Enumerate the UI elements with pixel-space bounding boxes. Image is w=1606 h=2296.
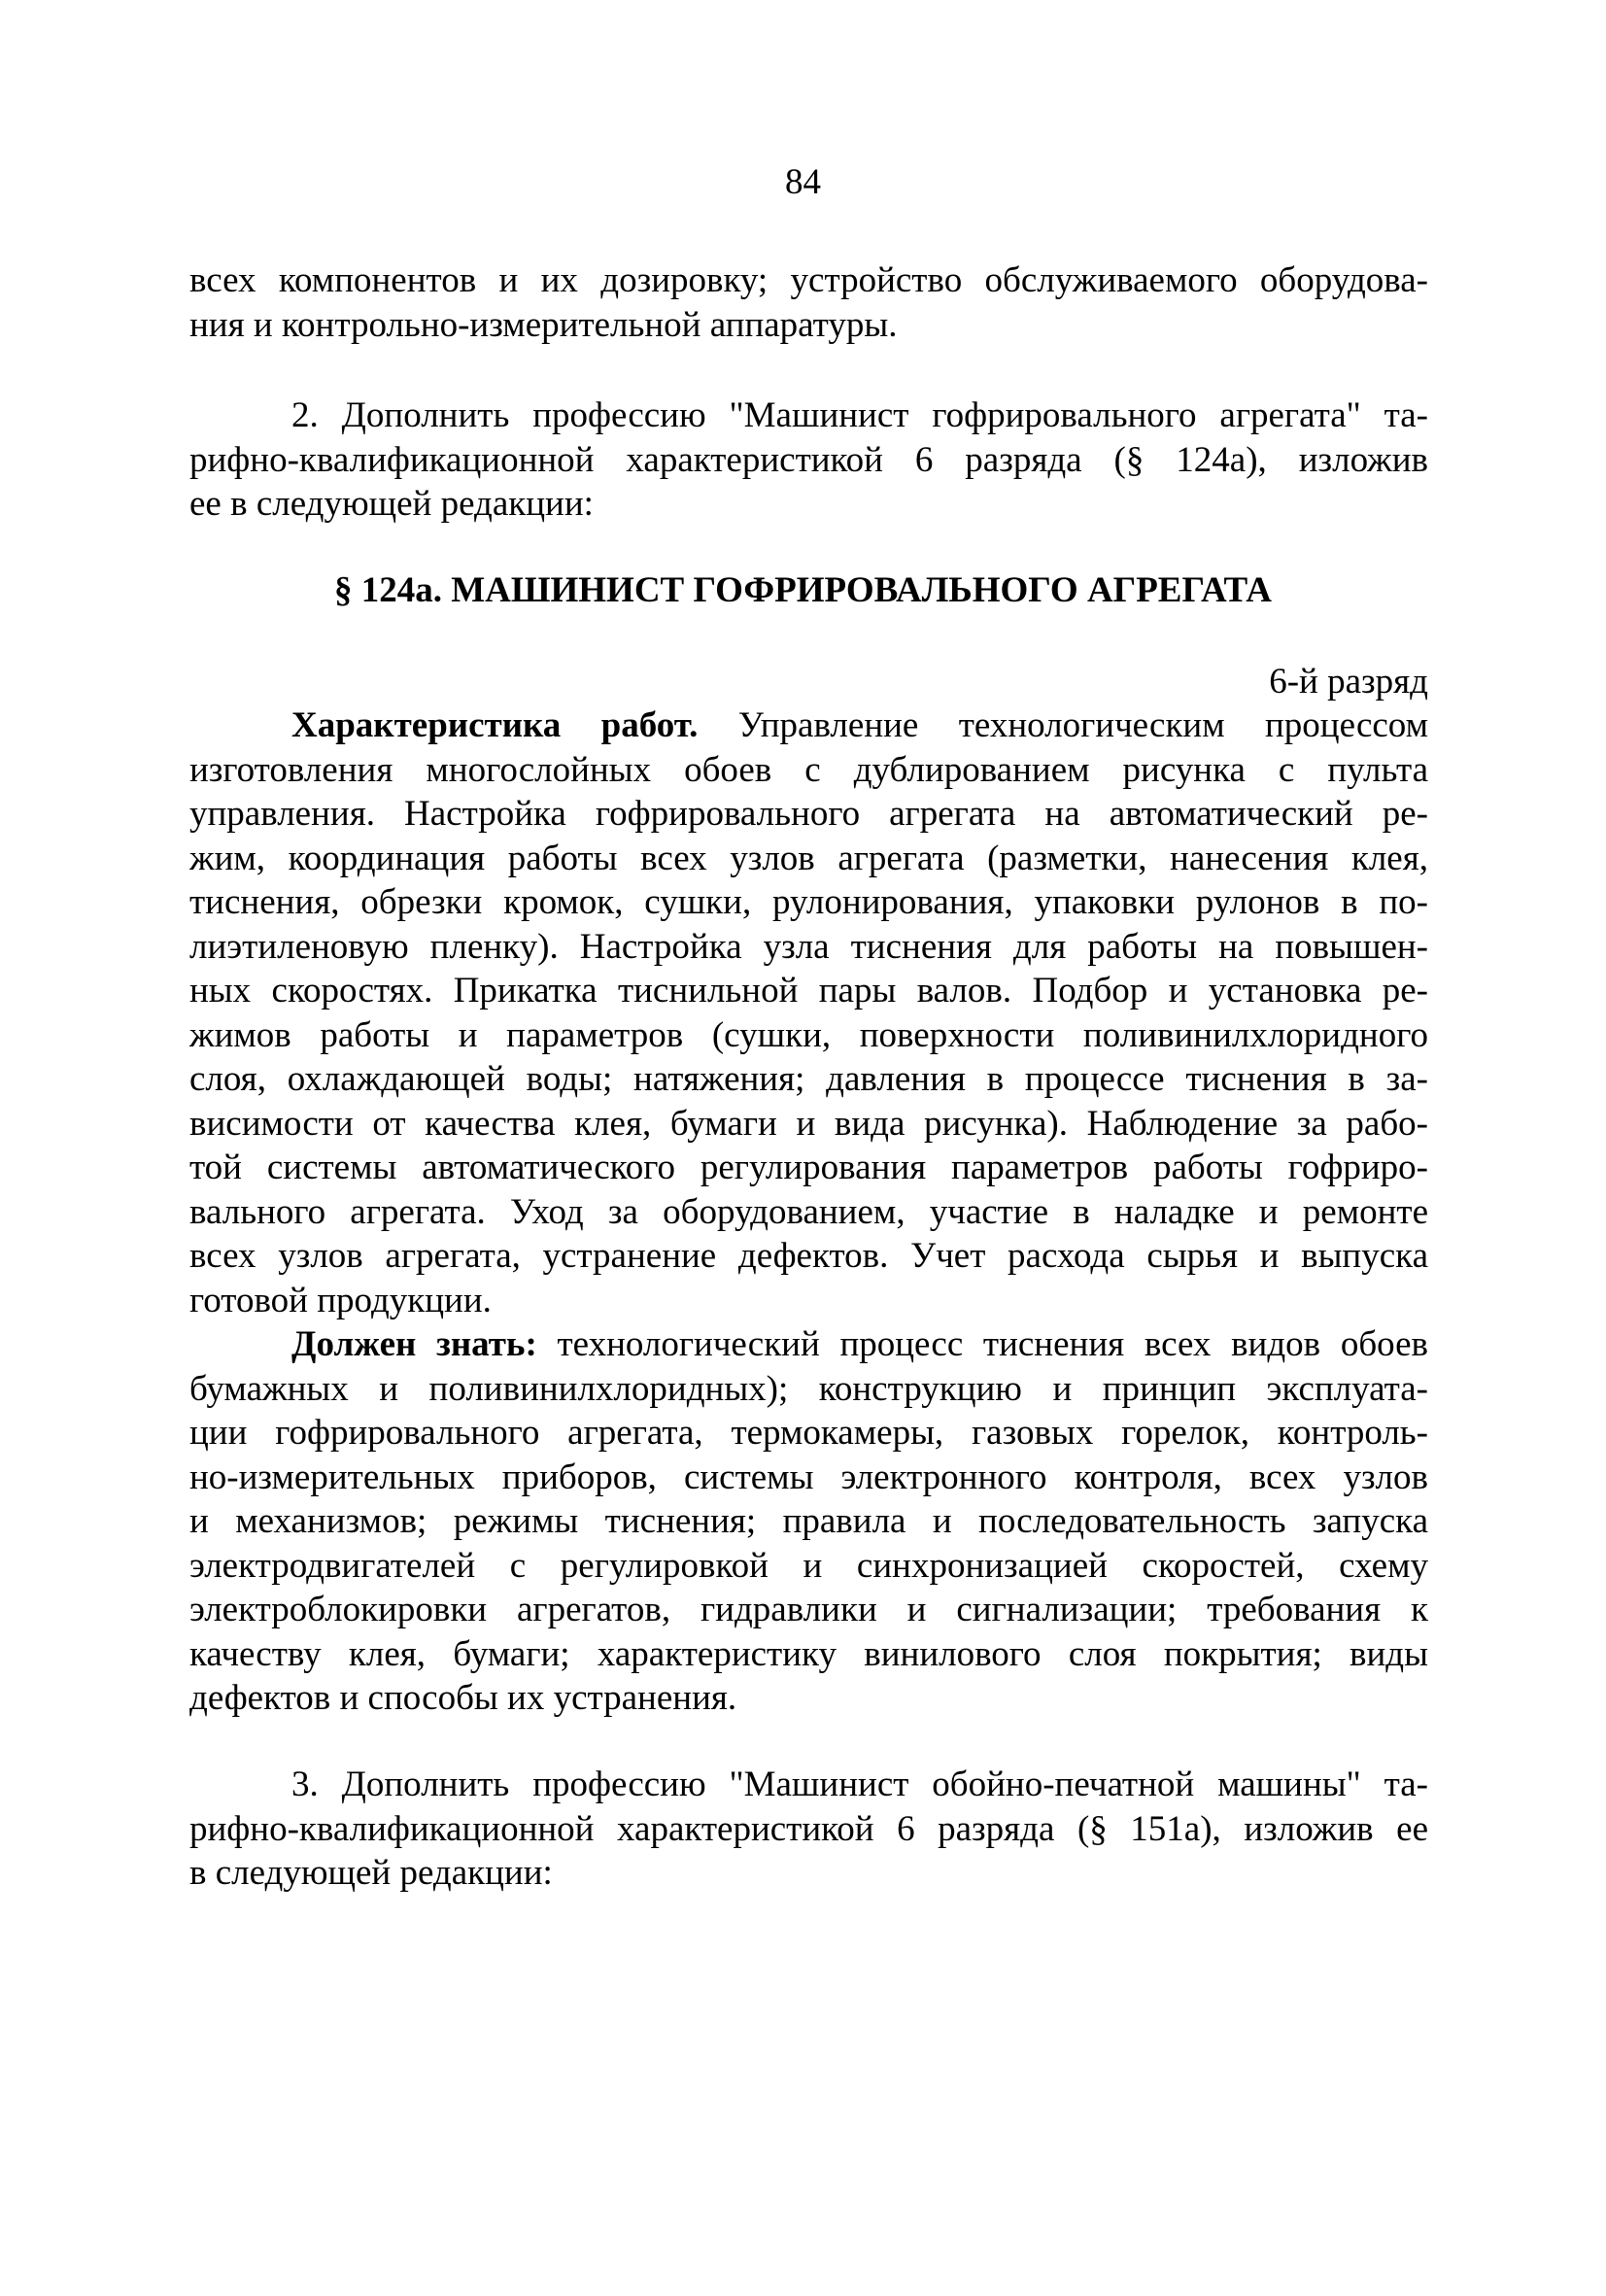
text-line: и механизмов; режимы тиснения; правила и последовательность запуска <box>189 1501 1428 1541</box>
text-line: вального агрегата. Уход за оборудованием, участие в наладке и ремонте <box>189 1191 1428 1232</box>
work-characteristics-label: Характеристика работ. <box>291 705 699 745</box>
must-know-label: Должен знать: <box>291 1324 537 1364</box>
text-line: бумажных и поливинилхлоридных); конструкцию и принцип эксплуата- <box>189 1368 1428 1409</box>
text-line: ее в следующей редакции: <box>189 484 594 524</box>
text-line: электродвигателей с регулировкой и синхронизацией скоростей, схему <box>189 1545 1428 1586</box>
text-line: рифно-квалификационной характеристикой 6 разряда (§ 124а), изложив <box>189 439 1428 480</box>
text-line: Должен знать: технологический процесс тиснения всех видов обоев <box>291 1324 1428 1364</box>
text-line: слоя, охлаждающей воды; натяжения; давления в процессе тиснения в за- <box>189 1059 1428 1099</box>
text-line: управления. Настройка гофрировального агрегата на автоматический ре- <box>189 794 1428 834</box>
paragraph-item-3 <box>189 1763 1428 1896</box>
section-heading: § 124а. МАШИНИСТ ГОФРИРОВАЛЬНОГО АГРЕГАТА <box>333 570 1273 610</box>
paragraph-continuation <box>189 258 1428 347</box>
text-line: 3. Дополнить профессию "Машинист обойно-печатной машины" та- <box>291 1765 1428 1804</box>
text-line: рифно-квалификационной характеристикой 6 разряда (§ 151а), изложив ее <box>189 1808 1428 1849</box>
text-line: лиэтиленовую пленку). Настройка узла тиснения для работы на повышен- <box>189 926 1428 967</box>
grade-label: 6-й разряд <box>1269 662 1428 702</box>
paragraph-item-2 <box>189 394 1428 527</box>
work-characteristics <box>189 703 1428 1322</box>
text-line: всех компонентов и их дозировку; устройство обслуживаемого оборудова- <box>189 260 1428 300</box>
text-line: ных скоростях. Прикатка тиснильной пары валов. Подбор и установка ре- <box>189 971 1428 1011</box>
text-line: 2. Дополнить профессию "Машинист гофрировального агрегата" та- <box>291 395 1428 435</box>
text-line: тиснения, обрезки кромок, сушки, рулонирования, упаковки рулонов в по- <box>189 882 1428 922</box>
text-line: всех узлов агрегата, устранение дефектов. Учет расхода сырья и выпуска <box>189 1236 1428 1276</box>
text-line: готовой продукции. <box>189 1280 492 1320</box>
text-line: жим, координация работы всех узлов агрегата (разметки, нанесения клея, <box>189 838 1428 878</box>
text-line: ции гофрировального агрегата, термокамеры, газовых горелок, контроль- <box>189 1413 1428 1453</box>
must-know <box>189 1322 1428 1721</box>
text-line: качеству клея, бумаги; характеристику винилового слоя покрытия; виды <box>189 1633 1428 1674</box>
text-line: в следующей редакции: <box>189 1853 553 1893</box>
text-line: той системы автоматического регулирования параметров работы гофриро- <box>189 1148 1428 1187</box>
text-line: Характеристика работ. Управление технологическим процессом <box>291 705 1429 745</box>
text-line: изготовления многослойных обоев с дублированием рисунка с пульта <box>189 749 1428 790</box>
page-number: 84 <box>785 162 821 202</box>
grade-label-block <box>189 660 1428 704</box>
text-line: висимости от качества клея, бумаги и вида рисунка). Наблюдение за рабо- <box>189 1103 1428 1144</box>
text-line: ния и контрольно-измерительной аппаратуры. <box>189 304 898 345</box>
text-line: электроблокировки агрегатов, гидравлики и сигнализации; требования к <box>189 1590 1428 1629</box>
text-line: дефектов и способы их устранения. <box>189 1678 737 1718</box>
text-line: жимов работы и параметров (сушки, поверхности поливинилхлоридного <box>189 1014 1428 1055</box>
text-line: но-измерительных приборов, системы электронного контроля, всех узлов <box>189 1456 1428 1497</box>
